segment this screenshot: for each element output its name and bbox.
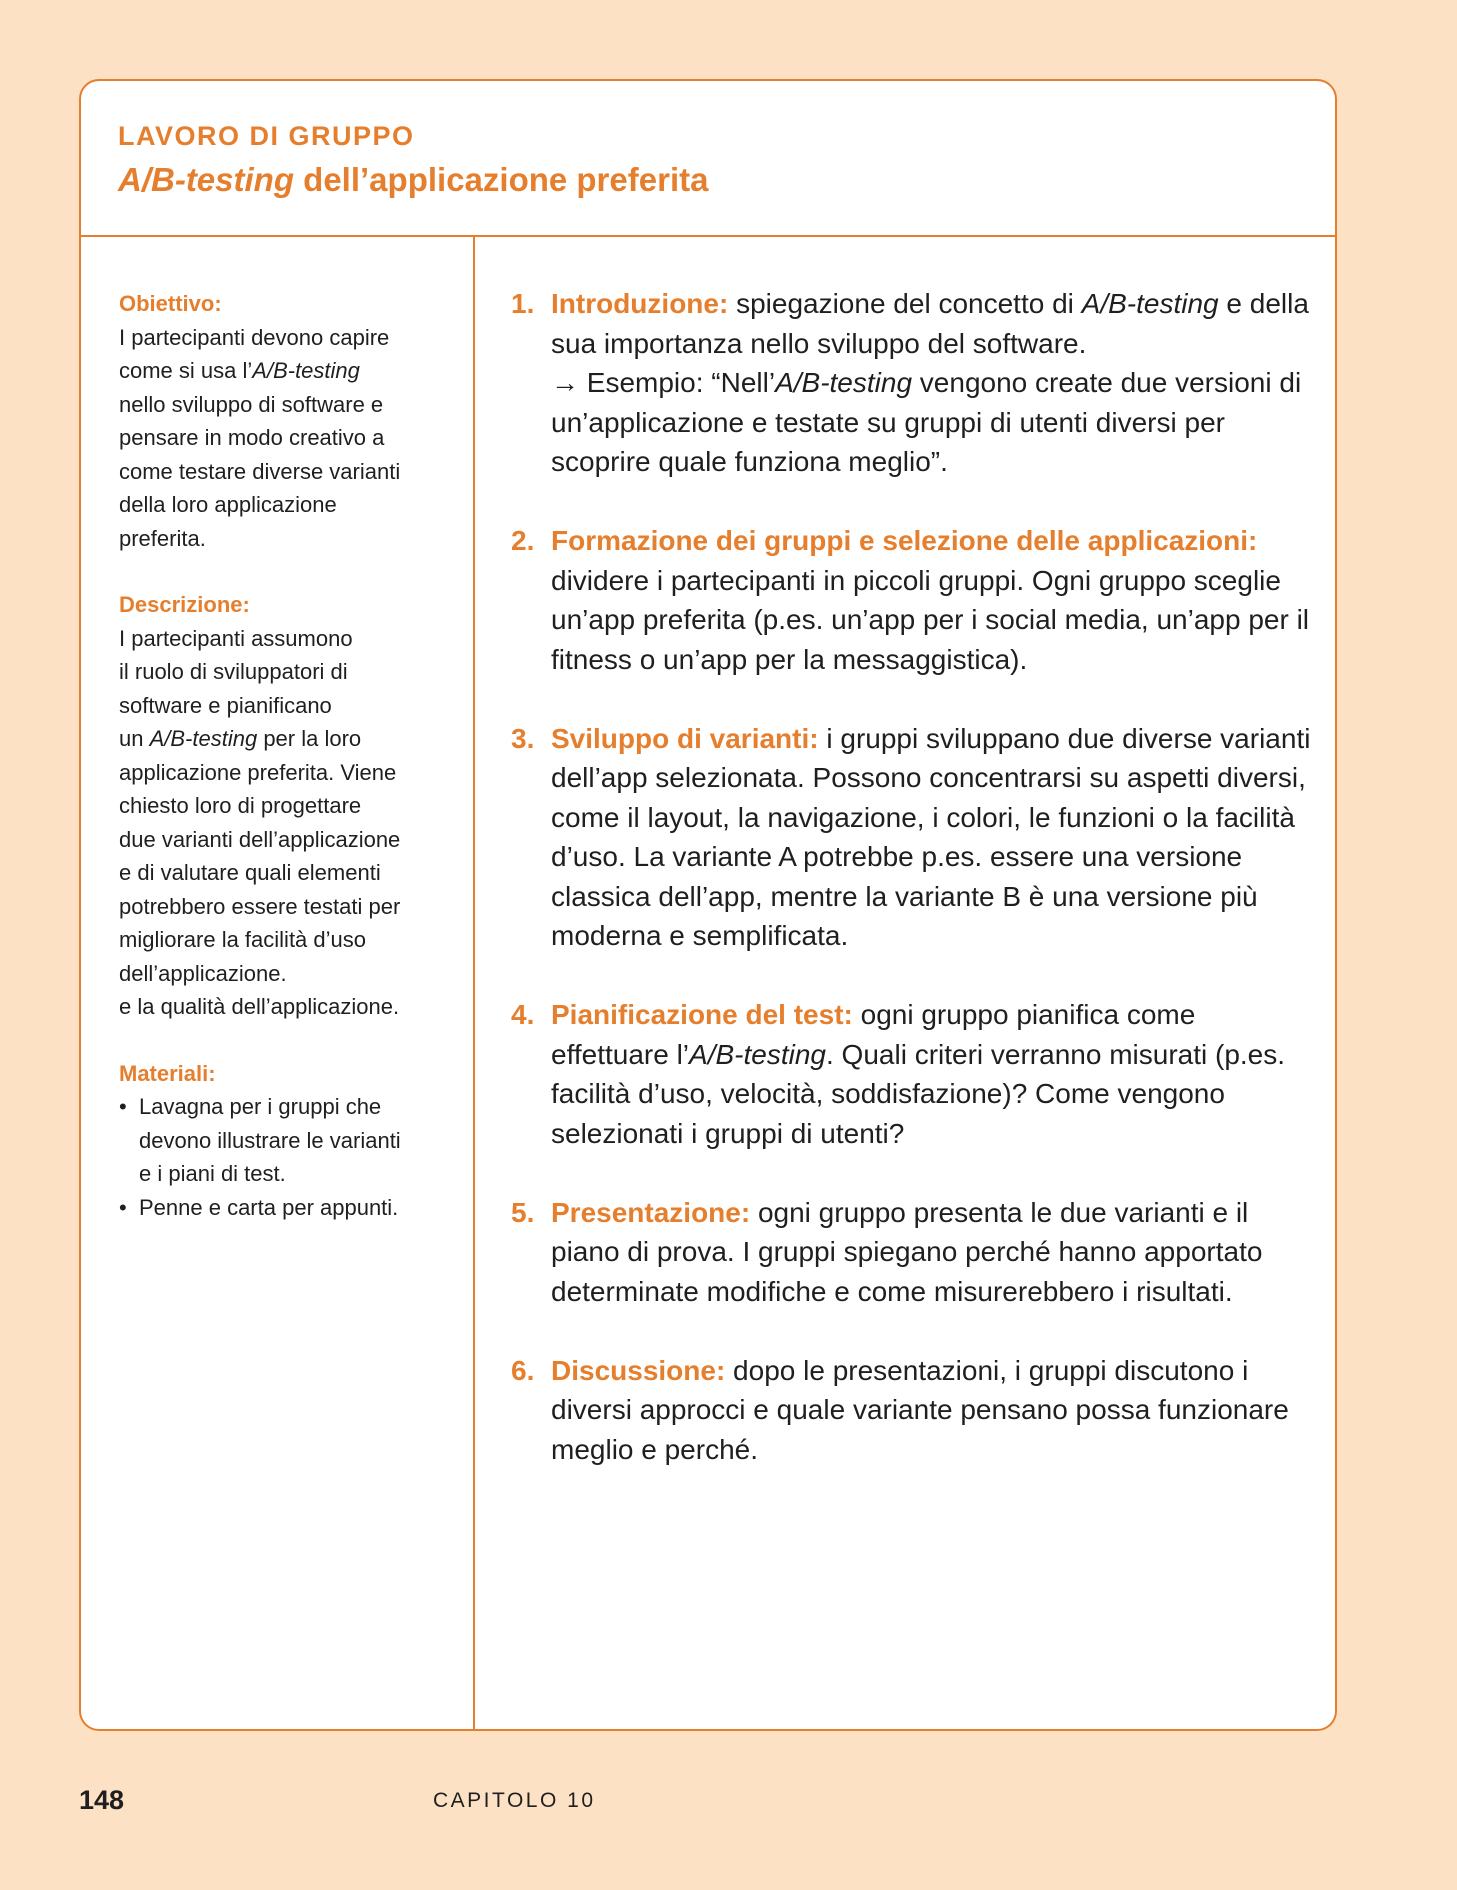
description-text-italic: A/B-testing [149,726,258,751]
step-6 [511,1351,1311,1470]
step-body [551,995,1311,1153]
step-number: 5. [511,1196,535,1228]
step-number: 2. [511,525,535,556]
card-header [81,81,1335,237]
page-number: 148 [79,1785,125,1815]
step-text: ogni gruppo presenta le due varianti e il piano di prova. I gruppi spiegano perché hanno apportato determinate modifiche e come misurerebbero i risultati. [551,1196,1263,1307]
materials-heading: Materiali: [119,1060,216,1086]
bullet-icon: • [119,1094,127,1119]
step-text: . Quali criteri verranno misurati (p.es. facilità d’uso, velocità, soddisfazione)? Come vengono selezionati i gruppi di utenti? [551,1038,1286,1149]
step-3 [511,719,1311,956]
title-rest: dell’applicazione preferita [294,161,709,198]
chapter-label: CAPITOLO 10 [433,1789,596,1812]
step-text-italic: A/B-testing [689,1038,826,1070]
step-body [551,284,1311,363]
step-body [551,719,1311,956]
bullet-icon: • [119,1194,127,1220]
description-text-part: I partecipanti assumono il ruolo di sviluppatori di software e pianificano un [119,625,353,751]
description-heading: Descrizione: [119,592,250,617]
step-body [551,1193,1311,1312]
steps-list [511,284,1311,1509]
materials-item-text: Lavagna per i gruppi che devono illustrare le varianti e i piani di test. [139,1094,401,1186]
step-2 [511,521,1311,679]
objective-text-part: I partecipanti devono capire come si usa l’ [119,324,390,383]
step-1 [511,284,1311,482]
step-title: Discussione: [551,1354,726,1386]
step-example [551,363,1311,482]
step-text: → Esempio: “Nell’ [551,367,776,398]
title-italic: A/B-testing [118,161,294,198]
step-text: vengono create due versioni di un’applicazione e testate su gruppi di utenti diversi per scoprire quale funziona meglio”. [551,367,1302,477]
step-title: Sviluppo di varianti: [551,722,819,754]
step-text-italic: A/B-testing [1081,288,1219,319]
page-title [118,160,1335,200]
sidebar [119,287,449,1257]
step-text: dividere i partecipanti in piccoli gruppi. Ogni gruppo sceglie un’app preferita (p.es. un’app per i social media, un’app per il fitness o un’app per la messaggistica). [551,564,1310,675]
objective-text-part: nello sviluppo di software e pensare in modo creativo a come testare diverse varianti della loro applicazione preferita. [119,391,401,551]
objective-heading: Obiettivo: [119,291,222,316]
activity-card [79,79,1337,1731]
step-text: dopo le presentazioni, i gruppi discutono i diversi approcci e quale variante pensano possa funzionare meglio e perché. [551,1354,1289,1465]
step-5 [511,1193,1311,1312]
list-item [119,1090,449,1191]
step-title: Formazione dei gruppi e selezione delle applicazioni: [551,525,1258,556]
materials-list [119,1090,449,1224]
description-text-part: per la loro applicazione preferita. Viene chiesto loro di progettare due varianti dell’applicazione e di valutare quali elementi potrebbero essere testati per migliorare la facilità d’uso dell’applicazione. e la qualità dell’applicazione. [119,726,401,1019]
step-number: 3. [511,722,535,754]
column-divider [473,237,475,1729]
step-number: 4. [511,999,535,1030]
step-text: spiegazione del concetto di [728,288,1082,319]
step-text-italic: A/B-testing [775,367,913,398]
step-number: 1. [511,288,535,319]
step-number: 6. [511,1354,535,1386]
list-item [119,1191,449,1225]
description-text [119,622,449,1024]
step-title: Introduzione: [551,288,729,319]
objective-section [119,287,449,555]
description-section [119,588,449,1024]
step-title: Presentazione: [551,1196,751,1228]
step-body [551,1351,1311,1470]
materials-item-text: Penne e carta per appunti. [139,1194,399,1220]
step-4 [511,995,1311,1153]
step-text: e della sua importanza nello sviluppo del software. [551,288,1309,359]
section-kicker: LAVORO DI GRUPPO [118,121,415,151]
step-body [551,521,1311,679]
step-title: Pianificazione del test: [551,999,853,1030]
objective-text-italic: A/B-testing [252,358,360,383]
materials-section [119,1057,449,1225]
step-text: ogni gruppo pianifica come effettuare l’ [551,999,1196,1070]
objective-text [119,321,449,556]
step-text: i gruppi sviluppano due diverse varianti dell’app selezionata. Possono concentrarsi su aspetti diversi, come il layout, la navigazione, i colori, le funzioni o la facilità d’uso. La variante A potrebbe p.es. essere una versione classica dell’app, mentre la variante B è una versione più moderna e semplificata. [551,722,1311,951]
